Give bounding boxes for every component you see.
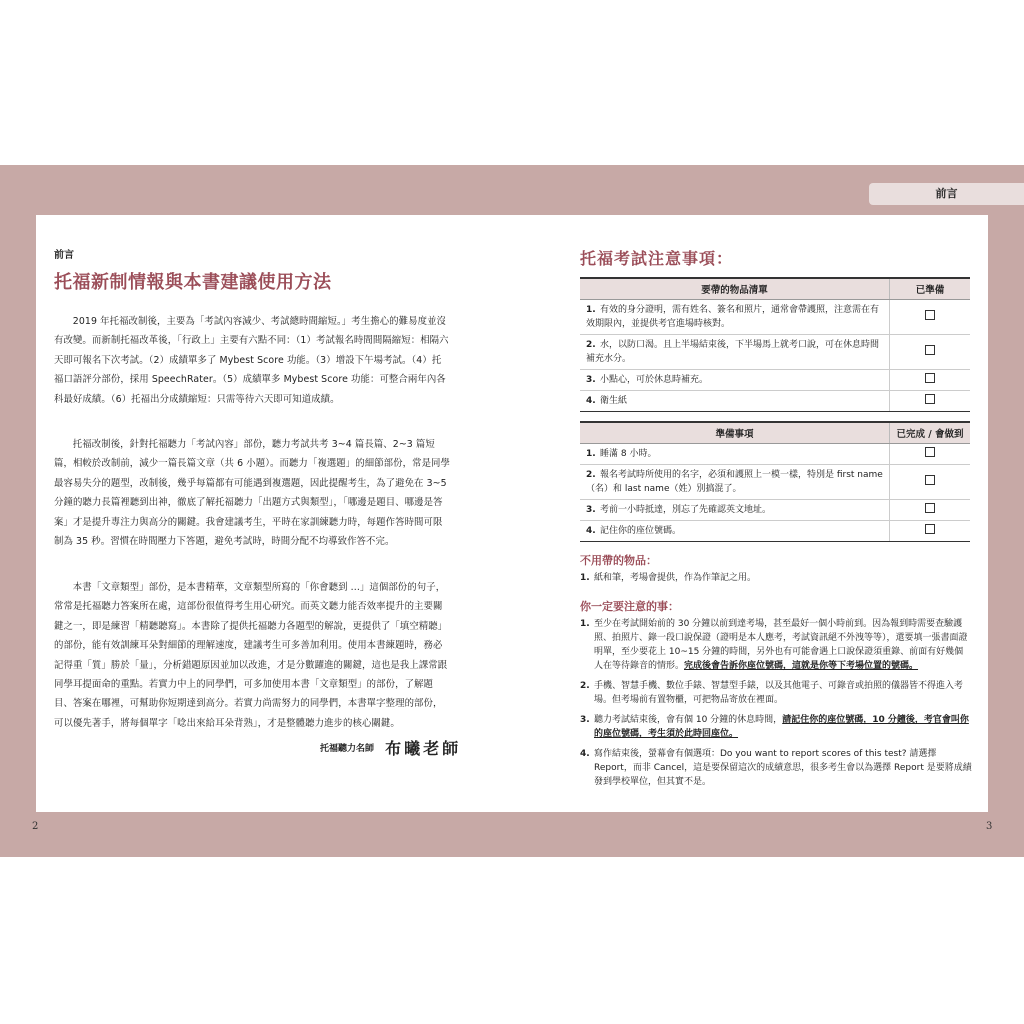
table-row [580,521,970,542]
checklist-items-table [580,277,970,412]
checkbox[interactable] [925,524,935,534]
notice-page-title: 托福考試注意事項： [580,249,734,268]
no-bring-list [580,571,972,591]
row-number: 1. [586,305,596,315]
table-row [580,500,970,521]
intro-paragraph-2: 托福改制後，針對托福聽力「考試內容」部份，聽力考試共考 3~4 篇長篇、2~3 篇短篇，相較於改制前，減少一篇長篇文章（共 6 小題）。而聽力「複選題」的細節部份，常是同學最容易失分的題型，改制後，幾乎每篇都有可能遇到複選題，因此提醒考生，為了避免在 3~5 分鐘的聽力長篇裡聽到出神，徹底了解托福聽力「出題方式與類型」，「哪邊是題目、哪邊是答案」才是提升專注力與高分的關鍵。我會建議考生，平時在家訓練聽力時，每題作答時間可限制為 35 秒。習慣在時間壓力下答題，避免考試時，時間分配不均導致作答不完。 [54,439,451,548]
row-text: 有效的身分證明，需有姓名、簽名和照片，通常會帶護照，注意需在有效期限內，並提供考官進場時核對。 [586,305,880,329]
item-text: 紙和筆，考場會提供，作為作筆記之用。 [594,573,757,583]
table-row [580,370,970,391]
notice-list [580,617,972,795]
done-column-header: 已完成 / 會做到 [890,422,971,444]
item-text: 聽力考試結束後，會有個 10 分鐘的休息時間， [594,715,783,725]
row-number: 4. [586,396,596,406]
checkbox[interactable] [925,345,935,355]
row-number: 1. [586,449,596,459]
table-row [580,391,970,412]
row-number: 4. [586,526,596,536]
page-title: 托福新制情報與本書建議使用方法 [54,272,332,293]
row-number: 3. [586,505,596,515]
list-item [580,617,972,673]
row-number: 3. [586,375,596,385]
row-text: 水，以防口渴。且上半場結束後，下半場馬上就考口說，可在休息時間補充水分。 [586,340,880,364]
item-number: 3. [580,715,590,725]
row-text: 報名考試時所使用的名字，必須和護照上一模一樣，特別是 first name（名）和 last name（姓）別搞混了。 [586,470,883,494]
author-signature [320,736,461,759]
item-number: 2. [580,681,590,691]
item-text: 手機、智慧手機、數位手錶、智慧型手錶，以及其他電子、可錄音或拍照的儀器皆不得進入考場。但考場前有置物櫃，可把物品寄放在裡面。 [594,681,964,705]
signature-name: 布曦老師 [385,739,462,758]
table-row [580,300,970,335]
row-number: 2. [586,470,596,480]
row-number: 2. [586,340,596,350]
checkbox[interactable] [925,447,935,457]
notice-heading: 你一定要注意的事： [580,600,679,613]
checkbox[interactable] [925,503,935,513]
item-emphasis: 完成後會告訴你座位號碼，這就是你等下考場位置的號碼。 [684,661,919,671]
no-bring-heading: 不用帶的物品： [580,554,657,567]
prepared-column-header: 已準備 [890,278,971,300]
intro-paragraph-1: 2019 年托福改制後，主要為「考試內容減少、考試總時間縮短。」考生擔心的難易度並沒有改變。而新制托福改革後，「行政上」主要有六點不同：（1）考試報名時間間隔縮短：相隔六天即可報名下次考試。（2）成績單多了 Mybest Score 功能。（3）增設下午場考試。（4）托福口語評分部份，採用 SpeechRater。（5）成績單多 Mybest Score 功能：可整合兩年內各科最好成績。（6）托福出分成績縮短：只需等待六天即可知道成績。 [54,316,449,405]
item-text: 至少在考試開始前的 30 分鐘以前到達考場，甚至最好一個小時前到。因為報到時需要查驗護照、拍照片、錄一段口說保證（證明是本人應考，考試資訊絕不外洩等等），還要填一張書面證明單，至少要花上 10~15 分鐘的時間，另外也有可能會遇上口說保證須重錄、前面有好幾個人在等待錄音的情形。 [594,619,968,671]
checkbox[interactable] [925,475,935,485]
items-column-header: 要帶的物品清單 [580,278,890,300]
row-text: 小點心，可於休息時補充。 [600,375,709,385]
signature-label: 托福聽力名師 [320,744,375,754]
list-item [580,747,972,789]
section-kicker: 前言 [54,250,74,261]
list-item [580,679,972,707]
checkbox[interactable] [925,373,935,383]
item-number: 1. [580,573,590,583]
item-number: 4. [580,749,590,759]
table-row [580,335,970,370]
item-text: 寫作結束後，螢幕會有個選項：Do you want to report scores of this test? 請選擇 Report，而非 Cancel，這是要保留這次的成績意思，很多考生會以為選擇 Report 是要將成績發到學校單位，但其實不是。 [594,749,972,787]
row-text: 衛生紙 [600,396,628,406]
page-number-left: 2 [32,821,39,832]
table-row [580,465,970,500]
checkbox[interactable] [925,394,935,404]
page-number-right: 3 [986,821,993,832]
item-emphasis: 請記住你的座位號碼，10 分鐘後，考官會叫你的座位號碼，考生須於此時回座位。 [594,715,969,739]
intro-paragraph-3: 本書「文章類型」部份，是本書精華，文章類型所寫的「你會聽到 ...」這個部份的句子，常常是托福聽力答案所在處，這部份很值得考生用心研究。而英文聽力能否效率提升的主要關鍵之一，即是練習「精聽聽寫」。本書除了提供托福聽力各題型的解說，更提供了「填空精聽」的部份，能有效訓練耳朵對細節的理解速度，建議考生可多善加利用。使用本書練題時，務必記得重「質」勝於「量」，分析錯題原因並加以改進，才是分數躍進的關鍵，這也是我上課常跟同學耳提面命的重點。若實力中上的同學們，可多加使用本書「文章類型」的部份，了解題目、答案在哪裡，可幫助你短期達到高分。若實力尚需努力的同學們，本書單字整理的部份，可以優先著手，將每個單字「唸出來給耳朵背熟」，才是整體聽力進步的核心關鍵。 [54,582,448,729]
preparation-column-header: 準備事項 [580,422,890,444]
item-number: 1. [580,619,590,629]
chapter-tab: 前言 [869,183,1024,205]
list-item [580,571,972,585]
row-text: 睡滿 8 小時。 [600,449,657,459]
row-text: 考前一小時抵達，別忘了先確認英文地址。 [600,505,772,515]
list-item [580,713,972,741]
table-row [580,444,970,465]
preparation-table [580,421,970,542]
checkbox[interactable] [925,310,935,320]
row-text: 記住你的座位號碼。 [600,526,682,536]
